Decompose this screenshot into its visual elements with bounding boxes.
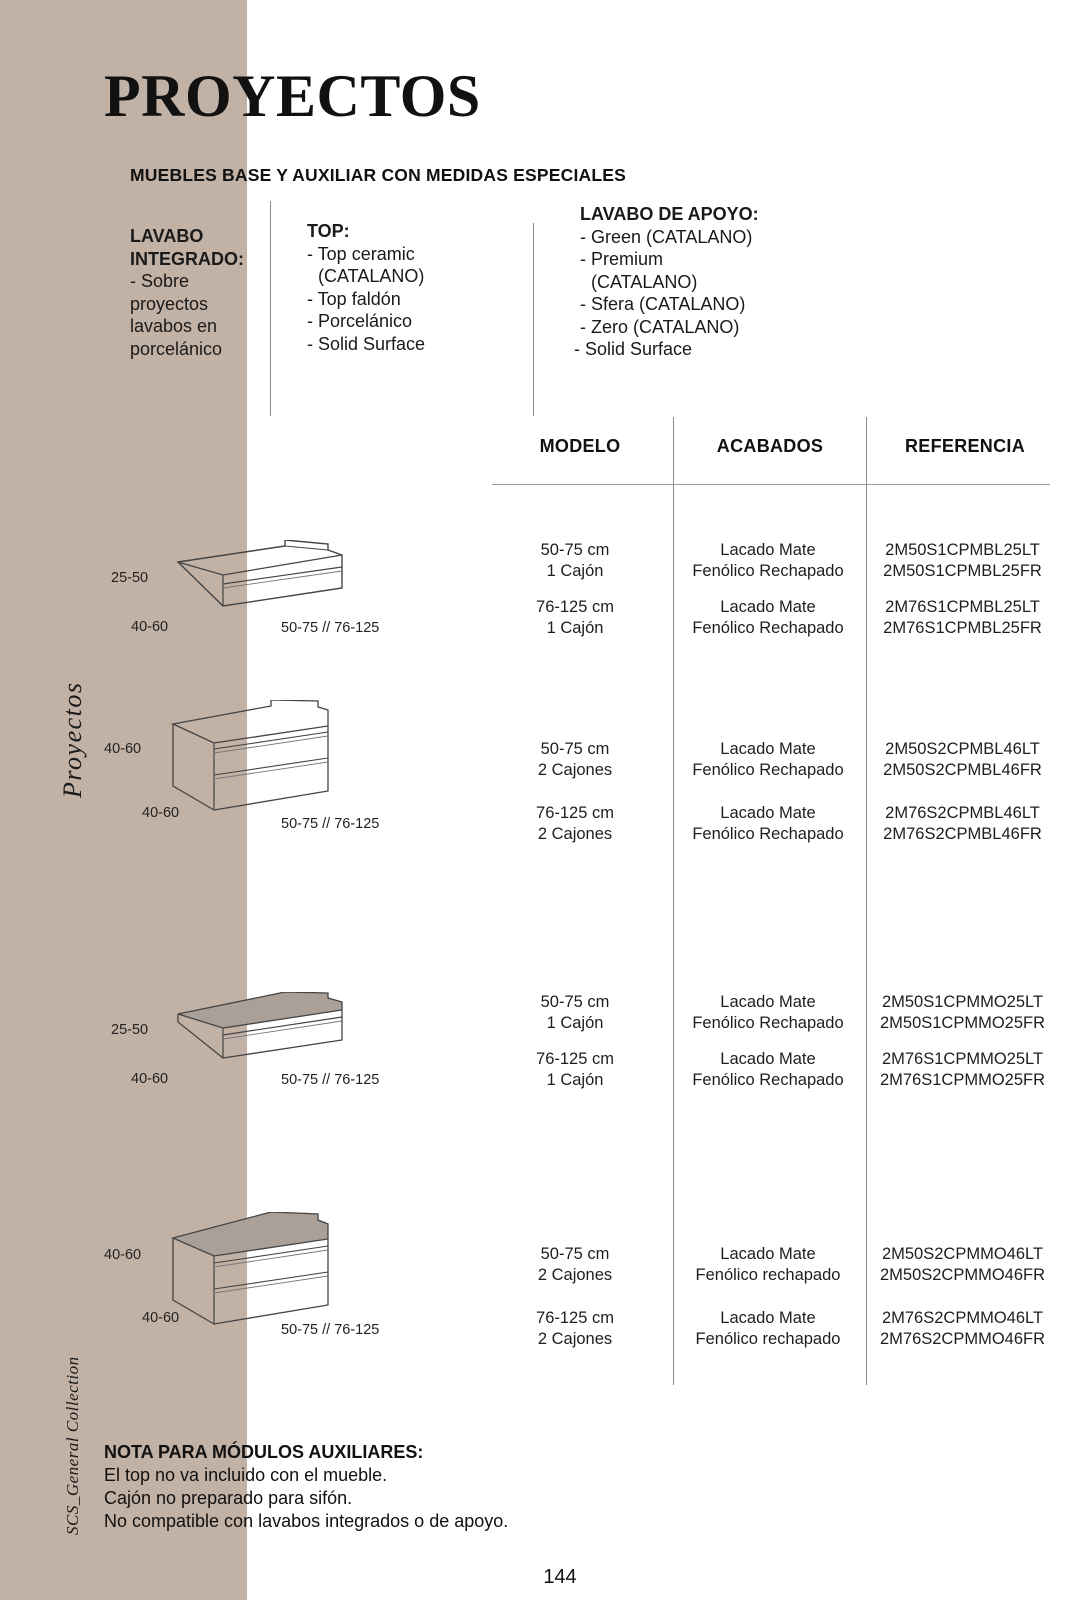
acabados-cell: Lacado Mate Fenólico Rechapado xyxy=(692,993,844,1032)
dimension-height: 25-50 xyxy=(111,1022,149,1038)
dimension-width: 50-75 // 76-125 xyxy=(281,816,380,832)
modelo-cell: 50-75 cm 1 Cajón xyxy=(540,993,610,1032)
top-line: (CATALANO) xyxy=(318,266,425,286)
lavabo-apoyo-heading: LAVABO DE APOYO: xyxy=(580,204,759,224)
top-line: - Top ceramic xyxy=(307,243,415,264)
divider xyxy=(533,223,534,416)
top-line: - Porcelánico xyxy=(307,311,413,331)
dimension-depth: 40-60 xyxy=(142,1310,180,1326)
lavabo-apoyo-line: - Sfera (CATALANO) xyxy=(580,294,746,314)
modelo-cell: 50-75 cm 2 Cajones xyxy=(537,740,613,779)
lavabo-apoyo-line: (CATALANO) xyxy=(591,271,698,292)
dimension-width: 50-75 // 76-125 xyxy=(281,620,380,636)
lavabo-integrado-line: proyectos xyxy=(130,293,209,314)
dimension-height: 40-60 xyxy=(104,741,142,757)
column-header-modelo: MODELO xyxy=(539,436,621,456)
column-header-acabados: ACABADOS xyxy=(716,436,824,456)
modelo-cell: 76-125 cm 2 Cajones xyxy=(536,804,614,843)
referencia-cell: 2M76S1CPMBL25LT 2M76S1CPMBL25FR xyxy=(883,598,1042,637)
acabados-cell: Lacado Mate Fenólico Rechapado xyxy=(692,598,844,637)
modelo-cell: 76-125 cm 1 Cajón xyxy=(536,1050,614,1089)
lavabo-integrado-block xyxy=(130,225,260,360)
note-heading: NOTA PARA MÓDULOS AUXILIARES: xyxy=(104,1442,424,1462)
dimension-width: 50-75 // 76-125 xyxy=(281,1072,380,1088)
note-line: Cajón no preparado para sifón. xyxy=(104,1488,353,1508)
referencia-cell: 2M50S1CPMBL25LT 2M50S1CPMBL25FR xyxy=(883,541,1042,580)
modelo-cell: 76-125 cm 2 Cajones xyxy=(536,1309,614,1348)
referencia-cell: 2M76S2CPMMO46LT 2M76S2CPMMO46FR xyxy=(879,1309,1046,1348)
auxiliary-2-drawers-drawing xyxy=(170,1212,340,1327)
dimension-width: 50-75 // 76-125 xyxy=(281,1322,380,1338)
section-subtitle: MUEBLES BASE Y AUXILIAR CON MEDIDAS ESPECIALES xyxy=(130,165,627,185)
acabados-cell: Lacado Mate Fenólico Rechapado xyxy=(692,1050,844,1089)
note-line: El top no va incluido con el mueble. xyxy=(104,1465,388,1485)
referencia-cell: 2M76S1CPMMO25LT 2M76S1CPMMO25FR xyxy=(879,1050,1046,1089)
note-line: No compatible con lavabos integrados o de apoyo. xyxy=(104,1511,509,1531)
divider xyxy=(270,201,271,416)
lavabo-integrado-heading-2: INTEGRADO: xyxy=(130,248,244,269)
auxiliary-1-drawer-drawing xyxy=(170,992,355,1072)
lavabo-apoyo-line: - Premium xyxy=(580,249,664,269)
lavabo-integrado-line: porcelánico xyxy=(130,338,223,359)
top-heading: TOP: xyxy=(307,221,350,241)
modelo-cell: 50-75 cm 1 Cajón xyxy=(540,541,610,580)
side-label: Proyectos xyxy=(58,681,87,798)
top-line: - Solid Surface xyxy=(307,333,426,354)
referencia-cell: 2M76S2CPMBL46LT 2M76S2CPMBL46FR xyxy=(883,804,1042,843)
acabados-cell: Lacado Mate Fenólico rechapado xyxy=(695,1245,841,1284)
page-title: PROYECTOS xyxy=(104,63,481,129)
top-line: - Top faldón xyxy=(307,288,401,309)
lavabo-integrado-line: lavabos en xyxy=(130,316,218,336)
lavabo-apoyo-line: - Green (CATALANO) xyxy=(580,226,753,247)
header-underline xyxy=(492,484,1050,485)
dimension-depth: 40-60 xyxy=(131,1071,169,1087)
cabinet-2-drawers-drawing xyxy=(170,700,340,815)
modelo-cell: 76-125 cm 1 Cajón xyxy=(536,598,614,637)
page-number: 144 xyxy=(543,1566,577,1588)
acabados-cell: Lacado Mate Fenólico Rechapado xyxy=(692,804,844,843)
auxiliary-note xyxy=(104,1441,508,1533)
dimension-depth: 40-60 xyxy=(131,619,169,635)
column-header-referencia: REFERENCIA xyxy=(904,436,1025,456)
referencia-cell: 2M50S2CPMMO46LT 2M50S2CPMMO46FR xyxy=(879,1245,1046,1284)
acabados-cell: Lacado Mate Fenólico Rechapado xyxy=(692,541,844,580)
collection-label: SCS_General Collection xyxy=(63,1356,82,1535)
dimension-height: 40-60 xyxy=(104,1247,142,1263)
lavabo-apoyo-block xyxy=(574,203,840,361)
referencia-cell: 2M50S2CPMBL46LT 2M50S2CPMBL46FR xyxy=(883,740,1042,779)
lavabo-integrado-line: - Sobre xyxy=(130,271,190,291)
cabinet-1-drawer-drawing xyxy=(170,540,355,620)
lavabo-apoyo-line: - Solid Surface xyxy=(574,339,693,359)
acabados-cell: Lacado Mate Fenólico Rechapado xyxy=(692,740,844,779)
acabados-cell: Lacado Mate Fenólico rechapado xyxy=(695,1309,841,1348)
lavabo-integrado-heading-1: LAVABO xyxy=(130,226,204,246)
lavabo-apoyo-line: - Zero (CATALANO) xyxy=(580,316,740,337)
modelo-cell: 50-75 cm 2 Cajones xyxy=(537,1245,613,1284)
referencia-cell: 2M50S1CPMMO25LT 2M50S1CPMMO25FR xyxy=(879,993,1046,1032)
top-block xyxy=(307,220,507,355)
dimension-height: 25-50 xyxy=(111,570,149,586)
dimension-depth: 40-60 xyxy=(142,805,180,821)
